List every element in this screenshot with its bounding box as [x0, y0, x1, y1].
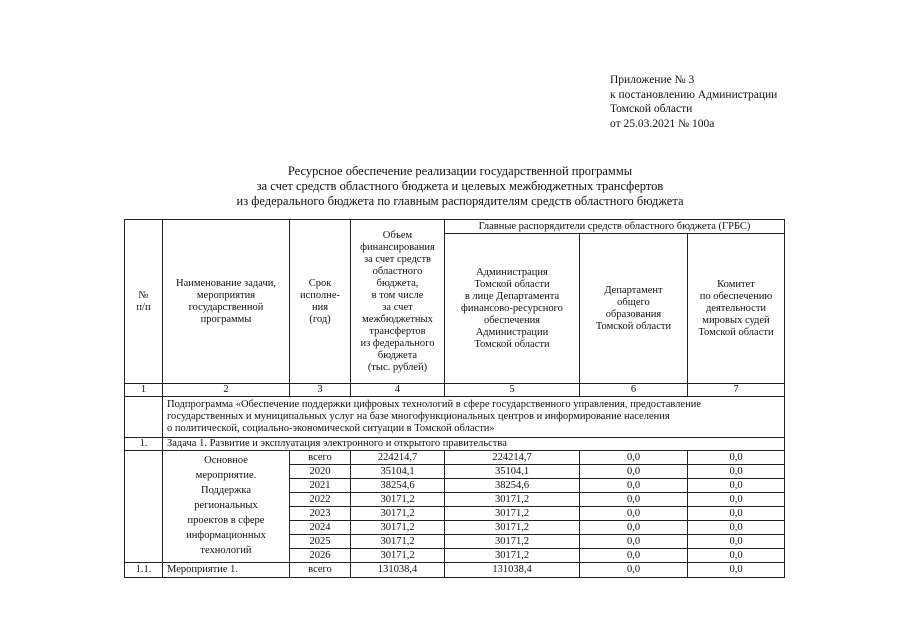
cell-dept: 0,0 [580, 451, 688, 465]
title-line: из федерального бюджета по главным распорядителям средств областного бюджета [236, 194, 684, 208]
cell-dept: 0,0 [580, 521, 688, 535]
col-number: 4 [351, 384, 445, 397]
cell-term: всего [290, 563, 351, 578]
cell-committee: 0,0 [688, 535, 785, 549]
cell-admin: 30171,2 [445, 493, 580, 507]
subprogram-row [125, 397, 785, 438]
cell-committee: 0,0 [688, 507, 785, 521]
header-admin: Администрация Томской области в лице Департамента финансово-ресурсного обеспечения Администрации Томской области [445, 234, 580, 384]
cell-admin: 35104,1 [445, 465, 580, 479]
cell-term: 2023 [290, 507, 351, 521]
appendix-line: Приложение № 3 [610, 74, 695, 86]
header-committee: Комитет по обеспечению деятельности мировых судей Томской области [688, 234, 785, 384]
cell-admin: 30171,2 [445, 521, 580, 535]
subprogram-text: Подпрограмма «Обеспечение поддержки цифровых технологий в сфере государственного управления, предоставление государственных и муниципальных услуг на базе многофункциональных центров и информирование населения о политической, социально-экономической ситуации в Томской области» [163, 397, 785, 438]
cell-committee: 0,0 [688, 563, 785, 578]
main-event-name: Основное мероприятие. Поддержка региональных проектов в сфере информационных технологий [163, 451, 290, 563]
col-number: 6 [580, 384, 688, 397]
header-num: № п/п [125, 220, 163, 384]
cell-admin: 38254,6 [445, 479, 580, 493]
cell-committee: 0,0 [688, 493, 785, 507]
cell-volume: 30171,2 [351, 507, 445, 521]
col-number: 7 [688, 384, 785, 397]
task-row [125, 438, 785, 451]
cell-committee: 0,0 [688, 465, 785, 479]
cell-term: 2026 [290, 549, 351, 563]
appendix-line: Томской области [610, 103, 693, 115]
resource-table [124, 219, 785, 578]
cell-committee: 0,0 [688, 549, 785, 563]
document-title [160, 164, 760, 209]
appendix-block [610, 73, 777, 131]
cell-admin: 224214,7 [445, 451, 580, 465]
header-dept: Департамент общего образования Томской области [580, 234, 688, 384]
cell-name: Мероприятие 1. [163, 563, 290, 578]
header-volume: Объем финансирования за счет средств областного бюджета, в том числе за счет межбюджетных трансфертов из федерального бюджета (тыс. рублей) [351, 220, 445, 384]
cell-term: 2025 [290, 535, 351, 549]
cell-term: всего [290, 451, 351, 465]
cell-admin: 30171,2 [445, 549, 580, 563]
header-name: Наименование задачи, мероприятия государственной программы [163, 220, 290, 384]
cell-volume: 30171,2 [351, 535, 445, 549]
cell-dept: 0,0 [580, 465, 688, 479]
col-number: 5 [445, 384, 580, 397]
title-line: Ресурсное обеспечение реализации государственной программы [287, 164, 633, 178]
cell-dept: 0,0 [580, 507, 688, 521]
column-number-row [125, 384, 785, 397]
header-grbs: Главные распорядители средств областного бюджета (ГРБС) [445, 220, 785, 234]
appendix-line: от 25.03.2021 № 100а [610, 117, 715, 130]
cell-dept: 0,0 [580, 549, 688, 563]
col-number: 3 [290, 384, 351, 397]
cell-dept: 0,0 [580, 493, 688, 507]
col-number: 2 [163, 384, 290, 397]
cell-committee: 0,0 [688, 451, 785, 465]
cell-num: 1.1. [125, 563, 163, 578]
cell-volume: 131038,4 [351, 563, 445, 578]
cell-term: 2021 [290, 479, 351, 493]
task-label: Задача 1. Развитие и эксплуатация электронного и открытого правительства [163, 438, 785, 451]
table-row [125, 563, 785, 578]
appendix-line: к постановлению Администрации [610, 88, 778, 101]
cell-admin: 30171,2 [445, 535, 580, 549]
cell-term: 2024 [290, 521, 351, 535]
cell-volume: 224214,7 [351, 451, 445, 465]
cell-dept: 0,0 [580, 535, 688, 549]
table-row [125, 451, 785, 465]
title-line: за счет средств областного бюджета и целевых межбюджетных трансфертов [256, 179, 664, 193]
cell-volume: 30171,2 [351, 521, 445, 535]
cell-committee: 0,0 [688, 479, 785, 493]
task-number: 1. [125, 438, 163, 451]
cell-volume: 30171,2 [351, 493, 445, 507]
cell-term: 2022 [290, 493, 351, 507]
cell-committee: 0,0 [688, 521, 785, 535]
cell-volume: 38254,6 [351, 479, 445, 493]
cell-term: 2020 [290, 465, 351, 479]
header-term: Срок исполне- ния (год) [290, 220, 351, 384]
cell-admin: 131038,4 [445, 563, 580, 578]
cell-dept: 0,0 [580, 479, 688, 493]
col-number: 1 [125, 384, 163, 397]
cell-volume: 35104,1 [351, 465, 445, 479]
cell-dept: 0,0 [580, 563, 688, 578]
cell-volume: 30171,2 [351, 549, 445, 563]
cell-admin: 30171,2 [445, 507, 580, 521]
